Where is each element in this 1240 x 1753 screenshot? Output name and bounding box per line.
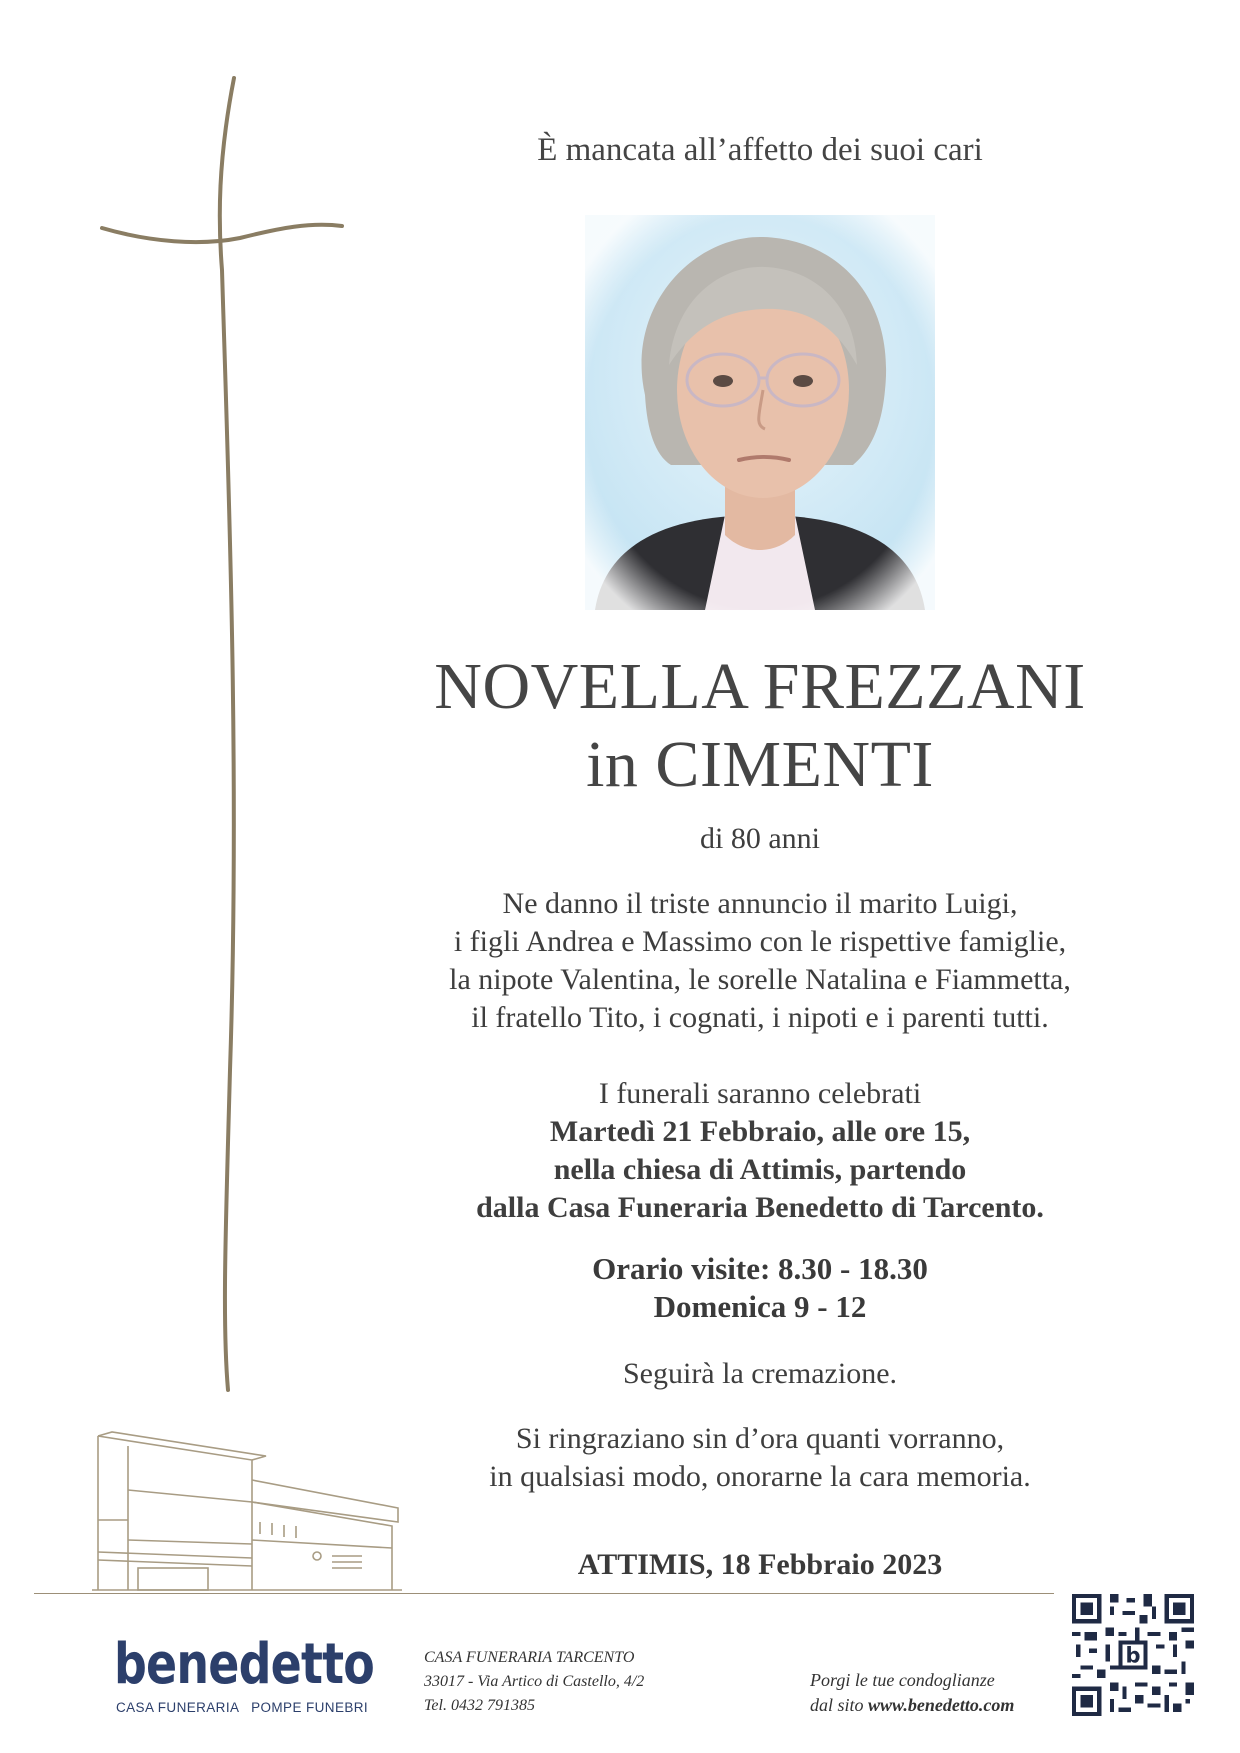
- funeral-detail-line: dalla Casa Funeraria Benedetto di Tarcento.: [476, 1191, 1044, 1224]
- condolences-line: Porgi le tue condoglianze: [810, 1670, 995, 1690]
- name-line-2: in CIMENTI: [586, 728, 934, 801]
- logo-subtitle: CASA FUNERARIA POMPE FUNEBRI: [116, 1700, 369, 1715]
- address-line: CASA FUNERARIA TARCENTO: [424, 1649, 635, 1666]
- funeral-home-address: [424, 1646, 644, 1718]
- announcement-line: i figli Andrea e Massimo con le rispettive famiglie,: [453, 925, 1067, 958]
- cremation-text: Seguirà la cremazione.: [622, 1357, 898, 1390]
- condolences-line: [810, 1693, 1014, 1718]
- cross-icon: [90, 70, 350, 1400]
- thanks-paragraph: [370, 1420, 1150, 1496]
- visiting-hours-line: Domenica 9 - 12: [653, 1289, 867, 1324]
- address-line: 33017 - Via Artico di Castello, 4/2: [424, 1673, 645, 1690]
- funeral-detail-line: Martedì 21 Febbraio, alle ore 15,: [549, 1115, 971, 1148]
- place-date: ATTIMIS, 18 Febbraio 2023: [577, 1548, 943, 1581]
- benedetto-logo: benedetto: [114, 1632, 374, 1697]
- announcement-line: il fratello Tito, i cognati, i nipoti e i parenti tutti.: [471, 1001, 1049, 1034]
- condolences-prefix: dal sito: [810, 1695, 869, 1715]
- deceased-name: [370, 648, 1150, 804]
- thanks-line: Si ringraziano sin d’ora quanti vorranno,: [515, 1422, 1005, 1455]
- announcement-paragraph: [370, 885, 1150, 1037]
- announcement-line: Ne danno il triste annuncio il marito Luigi,: [502, 887, 1018, 920]
- website-link[interactable]: www.benedetto.com: [868, 1695, 1015, 1715]
- footer-divider: [34, 1593, 1054, 1594]
- visiting-hours: [370, 1250, 1150, 1326]
- funeral-intro: I funerali saranno celebrati: [598, 1077, 922, 1110]
- condolences-text: [810, 1668, 1014, 1718]
- thanks-line: in qualsiasi modo, onorarne la cara memoria.: [489, 1460, 1031, 1493]
- funeral-detail-line: nella chiesa di Attimis, partendo: [553, 1153, 967, 1186]
- announcement-line: la nipote Valentina, le sorelle Natalina e Fiammetta,: [449, 963, 1071, 996]
- visiting-hours-line: Orario visite: 8.30 - 18.30: [592, 1251, 928, 1286]
- name-line-1: NOVELLA FREZZANI: [434, 650, 1086, 723]
- age-text: di 80 anni: [700, 822, 820, 855]
- portrait-photo: [585, 215, 935, 610]
- qr-code-icon[interactable]: [1072, 1594, 1194, 1716]
- address-line: Tel. 0432 791385: [424, 1697, 535, 1714]
- svg-text:b: b: [1125, 1642, 1141, 1668]
- building-illustration: [92, 1430, 412, 1595]
- funeral-paragraph: [370, 1075, 1150, 1227]
- intro-text: È mancata all’affetto dei suoi cari: [537, 132, 983, 168]
